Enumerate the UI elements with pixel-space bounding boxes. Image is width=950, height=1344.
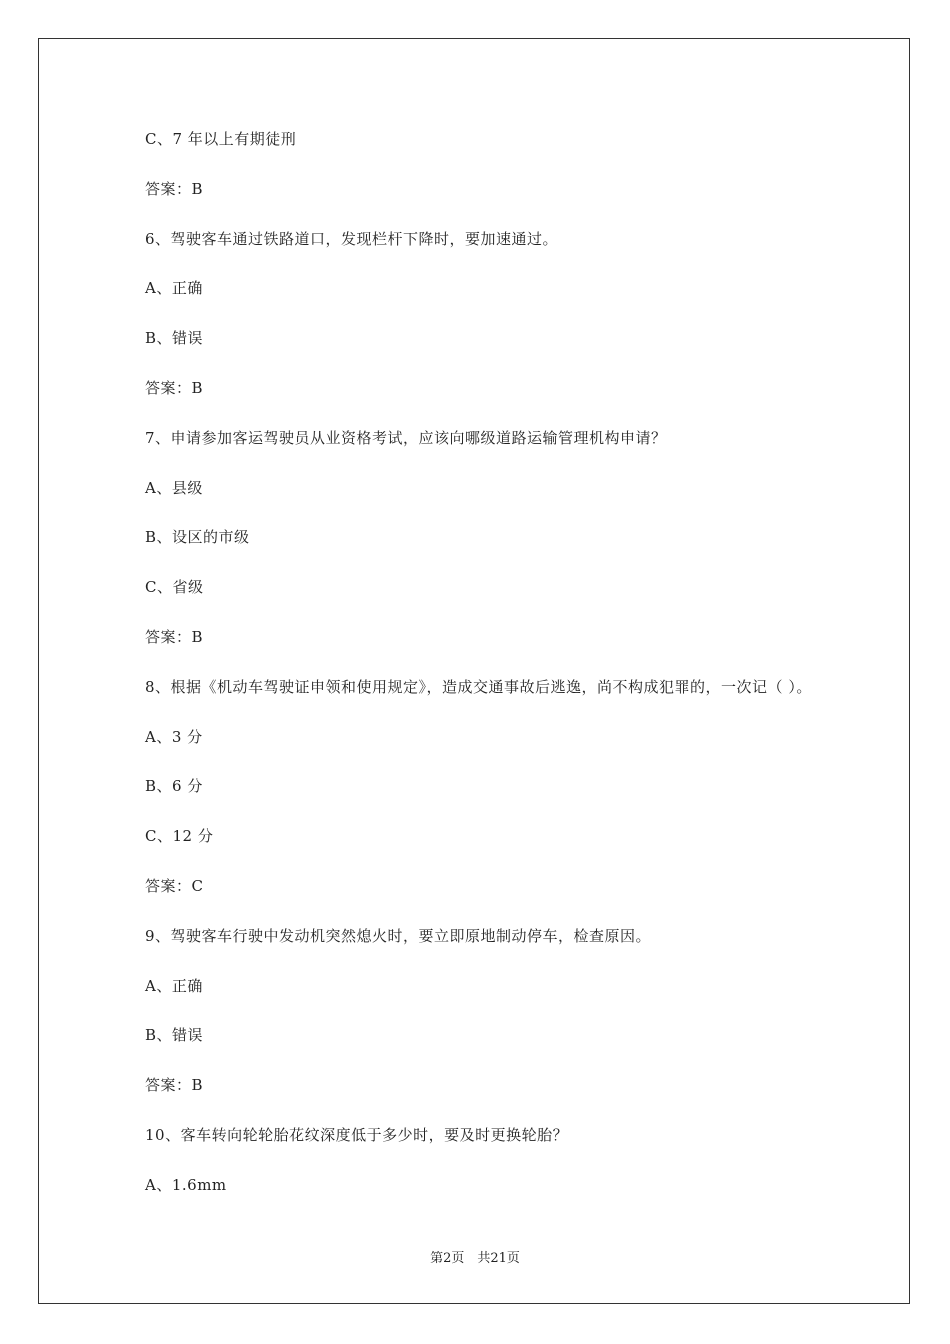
option-c: C、12 分 [145, 827, 214, 846]
option-b: B、错误 [145, 329, 204, 348]
option-c: C、省级 [145, 578, 204, 597]
option-b: B、错误 [145, 1026, 204, 1045]
option-a: A、1.6mm [145, 1175, 227, 1194]
option-a: A、正确 [145, 976, 203, 995]
option-a: A、3 分 [145, 727, 203, 746]
option-b: B、设区的市级 [145, 528, 250, 547]
page-number: 第2页 共21页 [430, 1251, 520, 1266]
option-a: A、正确 [145, 279, 203, 298]
question-10: 10、客车转向轮轮胎花纹深度低于多少时，要及时更换轮胎？ [145, 1125, 569, 1144]
option-b: B、6 分 [145, 777, 203, 796]
answer-line: 答案：B [145, 627, 204, 646]
question-6: 6、驾驶客车通过铁路道口，发现栏杆下降时，要加速通过。 [145, 229, 559, 248]
answer-line: 答案：B [145, 378, 204, 397]
answer-line: 答案：B [145, 179, 204, 198]
document-body [145, 127, 845, 1223]
question-9: 9、驾驶客车行驶中发动机突然熄火时，要立即原地制动停车，检查原因。 [145, 926, 652, 945]
answer-line: 答案：B [145, 1076, 204, 1095]
option-c: C、7 年以上有期徒刑 [145, 130, 297, 148]
question-8: 8、根据《机动车驾驶证申领和使用规定》，造成交通事故后逃逸，尚不构成犯罪的，一次记（ ）。 [145, 677, 812, 696]
question-7: 7、申请参加客运驾驶员从业资格考试，应该向哪级道路运输管理机构申请？ [145, 428, 667, 447]
option-a: A、县级 [145, 478, 203, 497]
answer-line: 答案：C [145, 876, 204, 895]
